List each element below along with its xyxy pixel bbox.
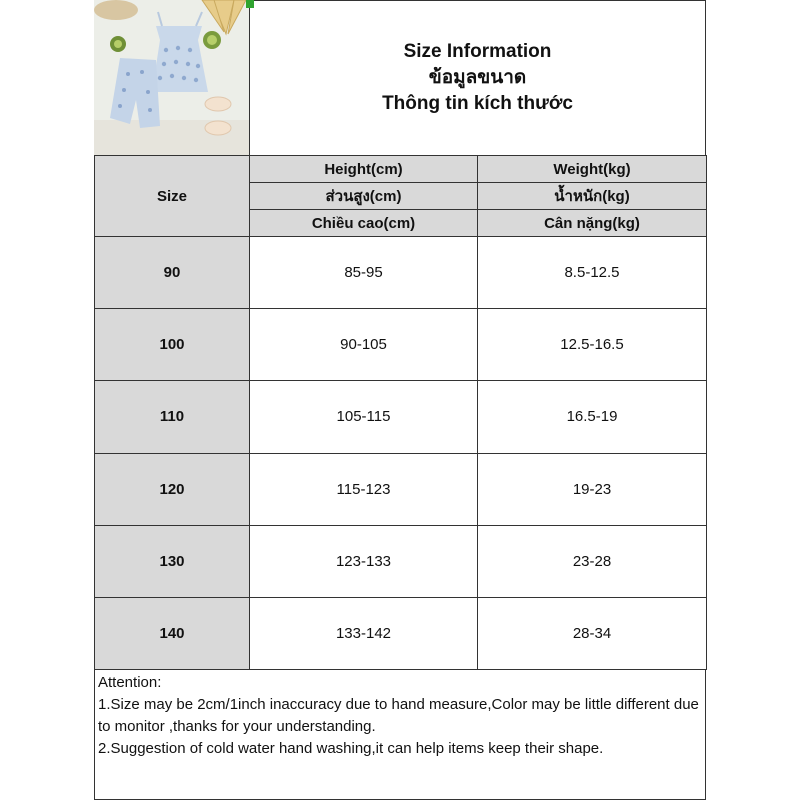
- height-header-th: ส่วนสูง(cm): [250, 183, 478, 210]
- size-table: [94, 155, 707, 670]
- size-cell: 90: [95, 237, 250, 309]
- title-block: [249, 0, 706, 155]
- title-vietnamese: Thông tin kích thước: [382, 92, 573, 114]
- attention-line-1: 1.Size may be 2cm/1inch inaccuracy due to hand measure,Color may be little different due to monitor ,thanks for your understanding.: [98, 696, 699, 735]
- weight-header-en: Weight(kg): [478, 156, 707, 183]
- size-column-header: Size: [95, 156, 250, 237]
- title-thai: ข้อมูลขนาด: [428, 66, 527, 88]
- table-row: [95, 453, 707, 525]
- height-cell: 85-95: [250, 237, 478, 309]
- height-cell: 90-105: [250, 309, 478, 381]
- weight-header-vi: Cân nặng(kg): [478, 210, 707, 237]
- height-cell: 133-142: [250, 597, 478, 669]
- attention-notes: [94, 670, 706, 800]
- height-header-en: Height(cm): [250, 156, 478, 183]
- title-english: Size Information: [403, 40, 552, 62]
- weight-cell: 8.5-12.5: [478, 237, 707, 309]
- weight-cell: 23-28: [478, 525, 707, 597]
- product-photo-illustration: [94, 0, 249, 155]
- weight-cell: 19-23: [478, 453, 707, 525]
- weight-cell: 12.5-16.5: [478, 309, 707, 381]
- product-photo: [94, 0, 250, 155]
- attention-heading: Attention:: [98, 674, 162, 691]
- size-cell: 120: [95, 453, 250, 525]
- attention-line-2: 2.Suggestion of cold water hand washing,it can help items keep their shape.: [98, 740, 604, 757]
- table-row: [95, 381, 707, 453]
- table-row: [95, 237, 707, 309]
- table-row: [95, 525, 707, 597]
- size-cell: 100: [95, 309, 250, 381]
- size-cell: 130: [95, 525, 250, 597]
- height-header-vi: Chiều cao(cm): [250, 210, 478, 237]
- size-cell: 140: [95, 597, 250, 669]
- table-row: [95, 309, 707, 381]
- size-cell: 110: [95, 381, 250, 453]
- weight-header-th: น้ำหนัก(kg): [478, 183, 707, 210]
- height-cell: 115-123: [250, 453, 478, 525]
- weight-cell: 16.5-19: [478, 381, 707, 453]
- height-cell: 105-115: [250, 381, 478, 453]
- weight-cell: 28-34: [478, 597, 707, 669]
- table-row: [95, 597, 707, 669]
- height-cell: 123-133: [250, 525, 478, 597]
